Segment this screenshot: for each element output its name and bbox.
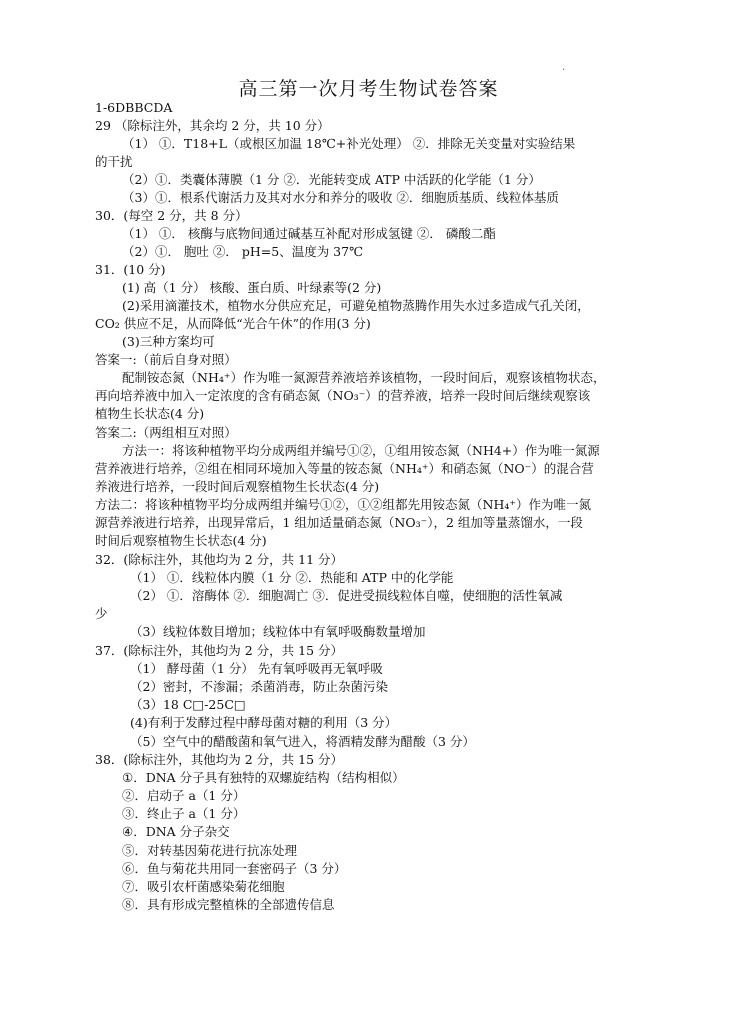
answer-line: (1) 高（1 分） 核酸、蛋白质、叶绿素等(2 分) [122,280,382,295]
answer-line: ⑥．鱼与菊花共用同一套密码子（3 分） [122,861,347,876]
answer-line: （2） ①．溶酶体 ②．细胞凋亡 ③．促进受损线粒体自噬，使细胞的活性氧减 [130,588,563,603]
answer-line: ①．DNA 分子具有独特的双螺旋结构（结构相似） [122,770,405,785]
answer-line: （3）18 C□-25C□ [130,697,246,712]
answer-line: (2)采用滴灌技术，植物水分供应充足，可避免植物蒸腾作用失水过多造成气孔关闭， [122,298,590,313]
answer-line: 源营养液进行培养，出现异常后，1 组加适量硝态氮（NO₃⁻），2 组加等量蒸馏水，一段 [95,515,583,530]
answer-line: 再向培养液中加入一定浓度的含有硝态氮（NO₃⁻）的营养液，培养一段时间后继续观察该 [95,388,591,403]
corner-dot: . [562,62,566,73]
answer-line: 方法二：将该种植物平均分成两组并编号①②，①②组都先用铵态氮（NH₄⁺）作为唯一氮 [95,497,591,512]
answer-line: 植物生长状态(4 分) [95,406,205,421]
answer-line: （1） ①．线粒体内膜（1 分 ②．热能和 ATP 中的化学能 [130,570,454,585]
answer-line: （2）密封，不渗漏；杀菌消毒，防止杂菌污染 [130,679,388,694]
answer-line: （3）①．根系代谢活力及其对水分和养分的吸收 ②．细胞质基质、线粒体基质 [122,190,559,205]
answer-line: 29 （除标注外，其余均 2 分，共 10 分） [95,118,330,133]
answer-line: ⑤．对转基因菊花进行抗冻处理 [122,843,298,858]
answer-line: 1-6DBBCDA [95,100,173,115]
answer-line: 答案一:（前后自身对照） [95,352,237,367]
answer-line: ⑦．吸引农杆菌感染菊花细胞 [122,879,285,894]
answer-line: 方法一：将该种植物平均分成两组并编号①②，①组用铵态氮（NH4+）作为唯一氮源 [122,443,600,458]
answer-line: 30．(每空 2 分，共 8 分） [95,208,248,223]
answer-line: (3)三种方案均可 [122,334,215,349]
answer-line: 的干扰 [95,154,133,169]
answer-line: 38．(除标注外，其他均为 2 分，共 15 分） [95,752,344,767]
answer-line: （1） ①．T18+L（或根区加温 18℃+补光处理） ②．排除无关变量对实验结果 [122,136,576,151]
answer-line: (4)有利于发酵过程中酵母菌对糖的利用（3 分） [130,715,398,730]
answer-line: （1） ①． 核酶与底物间通过碱基互补配对形成氢键 ②． 磷酸二酯 [122,226,496,241]
answer-line: （1） 酵母菌（1 分） 先有氧呼吸再无氧呼吸 [130,661,383,676]
answer-line: ⑧．具有形成完整植株的全部遗传信息 [122,897,335,912]
answer-line: （5）空气中的醋酸菌和氧气进入，将酒精发酵为醋酸（3 分） [130,734,475,749]
answer-line: 31．(10 分) [95,262,166,277]
answer-line: 32．(除标注外，其他均为 2 分，共 11 分） [95,552,344,567]
answer-line: 时间后观察植物生长状态(4 分) [95,533,267,548]
answer-line: ④．DNA 分子杂交 [122,824,230,839]
answer-line: 营养液进行培养，②组在相同环境加入等量的铵态氮（NH₄⁺）和硝态氮（NO⁻）的混合营 [95,461,594,476]
answer-line: ③．终止子 a（1 分） [122,806,246,821]
answer-line: （2）①． 胞吐 ②． pH=5、温度为 37℃ [122,244,364,259]
answer-line: 答案二:（两组相互对照） [95,425,237,440]
answer-line: 37．(除标注外，其他均为 2 分，共 15 分） [95,643,344,658]
answer-line: （2）①．类囊体薄膜（1 分 ②．光能转变成 ATP 中活跃的化学能（1 分） [122,172,541,187]
answer-line: 少 [95,606,108,621]
answer-line: 养液进行培养，一段时间后观察植物生长状态(4 分) [95,479,380,494]
answer-line: 配制铵态氮（NH₄⁺）作为唯一氮源营养液培养该植物，一段时间后，观察该植物状态， [122,370,606,385]
answer-line: CO₂ 供应不足，从而降低“光合午休”的作用(3 分) [95,316,371,331]
answer-line: （3）线粒体数目增加；线粒体中有氧呼吸酶数量增加 [130,624,426,639]
answer-line: ②．启动子 a（1 分） [122,788,246,803]
page-title: 高三第一次月考生物试卷答案 [238,78,499,100]
